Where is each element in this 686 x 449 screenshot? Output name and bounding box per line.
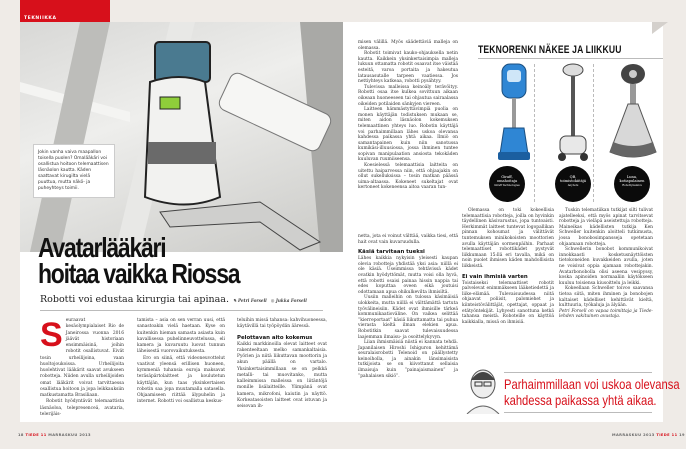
left-column-2: [137, 318, 225, 406]
paragraph: Robotit hyödyntävät telemaattista läsnäoloa, telepresenceä, avataria, telerijäis-: [40, 399, 124, 417]
paragraph: Kaikki markkinoilla olevat laitteet ovat rakenteeltaan melko samankaltaisia. Pyörien ja niitä liikuttavan moottorin ja akun päällä on vartalo. Yksinkertaisimmillaan se on pelkkä metalli- tai muovitanko, mutta kalleimmissa malleissa on liitäntöjä monille lisälaitteille. Ylimpänä ovat kamera, mikrofoni, kaiutin ja näyttö. Korkeatasoisten laitteet ovat istuvan ja seisovan ih-: [237, 341, 327, 409]
paragraph: Lähes kaikkia nykyisin yleisesti kaupan olevia robotteja yhdistää yksi asia: niillä ei ole käsiä. Useimmissa tehtävissä kädet ovatkin hyödyttömät, mutta voisi olla hyvä, että robotti osaisi painaa hissin nappia tai edes koputtaa oveen eikä joutuisi odottamaan apua ohikulkevilta ihmisiltä.: [358, 256, 458, 295]
section-tab: TEKNIIKKA: [20, 0, 110, 22]
pull-quote: Parhaimmillaan voi uskoa olevansa kahdessa paikassa yhtä aikaa.: [504, 376, 680, 408]
robot-doctor-illustration: [20, 22, 343, 252]
quote-rule-bottom: [504, 412, 652, 413]
footer-issue: MARRASKUU 2013: [612, 433, 655, 437]
paragraph: Toistaiseksi telemaattiset robotit palvelevat enimmäkseen lääketiedettä ja liike-elämää. Tulevaisuudessa niitä ohjaavat poliisit, palomiehet ja kiinteistövälittäjät, opettajat, oppaat ja etätyöntekijät. Lyhyesti sanottuna ketkä tahansa meistä. Roboteille on käyttöä kaikkialla, missä on ihmisiä.: [462, 280, 554, 325]
footer-left: [18, 433, 91, 437]
robot-maker: Anybots: [567, 183, 579, 187]
subheading: Ei vain ihmisiä varten: [462, 273, 528, 280]
right-lower-column-3: [559, 208, 653, 320]
robot-label-qb: [555, 166, 591, 202]
paragraph: netta, jota ei voinut välttää, vaikka tiesi, että hait ovat vain kuvaruudulla.: [358, 234, 458, 245]
qb-robot: [558, 64, 588, 161]
robot-desc: toimistokiitäjä: [559, 179, 587, 184]
left-column-1: [40, 318, 124, 418]
right-lower-column-1: [358, 234, 458, 379]
page-number: 18: [18, 433, 24, 437]
byline-author: Petri Forsell: [237, 298, 267, 303]
right-lower-column-2: [462, 208, 554, 325]
robot-maker: RoboDynamics: [622, 183, 642, 187]
luna-robot: [610, 64, 656, 157]
quote-rule-top: [504, 372, 652, 373]
photo-caption: Jokin vanha vaiva maapallon toisella puolen? Omalääkäri voi osallistua hoitoon telemaattisen läsnäolon kautta. Käden saattavat kirugilta vielä puuttua, mutta näkö- ja puheyhteys toimii.: [33, 144, 115, 198]
robot-name: QB,: [569, 175, 577, 179]
left-column-3: [237, 318, 327, 410]
subtitle: [40, 294, 307, 305]
robot-name: Giraff,: [501, 175, 513, 179]
paragraph: Kokeellaan Schweller toivoo saavansa tietoa siitä, miten ihminen ja bonobojen kaltaiset kädelliset kehittävät kieltä, kulttuuria, työkaluja ja älyään.: [559, 286, 653, 309]
sidebar-title: TEKNORENKI NÄKEE JA LIIKKUU: [478, 44, 622, 56]
paragraph: misen välillä. Myös säädettäviä malleja on olemassa.: [358, 40, 458, 51]
paragraph: Koesielessä telemaattisia laitteita on uitettu haiparvessa niin, että ohjaajakin on ollut sukelluksissa – tosin matkan päässä uima-altaassa. Kokeneet sukeltajat ovat kertoneet kokeneensa aitoa vaaran tun-: [358, 163, 458, 191]
paragraph: Schwellerin bonobot kommunikoivat innokkaasti kosketusnäyttöisten tietokoneiden kuvakkeiden avulla, joten ne voisivat oppia ajamaan robottejakin. Avatarbonobolla olisi aseena vesipyssy, koska apinoiden normaaliin käytökseen kuuluu toisiensa kiusoittelu ja leikki.: [559, 247, 653, 286]
paragraph: Liian ihmismäisiä niistä ei kannata tehdä. Japanilaisen Hiroshi Ishiguron kehittämä seuralaisrobotti Telenoid on päällystetty keinoiholla, ja ainakin länsimaisista tutkijoista se on kiivottanut sellaisia ilmaisuja kuin ”painajaismainen” ja ”pahalaisen sikiö”.: [358, 340, 458, 379]
paragraph: Tulevissa malleissa keinoäly terävöityy. Robotti osaa itse kulkea sovittuun aikaan oikeaan huoneeseen tai ohjautua sairaalassa oikeiden potilaiden sänkyjen viereen.: [358, 84, 458, 107]
footer-brand: TIEDE 11: [25, 433, 47, 437]
robots-illustration: [478, 62, 663, 164]
byline-text: ✎ Petri Forsell: [232, 298, 267, 303]
robot-name: Luna,: [626, 175, 638, 179]
divider: [40, 310, 323, 311]
subtitle-text: Robotti voi edustaa kirurgia tai apinaa.: [40, 294, 229, 305]
paragraph: euraavat kesäolympialaiset Rio de Janeirossa vuonna 2016 jäävät historiaan ensimmäisinä, joihin robotit osallistuvat. Eivät tosin urheilijoina, vaan huoltojoukoissa. Urheilijoita huolehtivat lääkärit saavat avukseen robotteja. Niiden avulla urheilijoiden omat lääkärit voivat tarvittaessa osallistua hoitoon ja jopa leikkauksiin matkustamatta Brasiliaan.: [40, 318, 124, 398]
paragraph: Laitteen hämmästyttävimpiä puolia on monen käyttäjän todistuksen mukaan se, miten aidon läsnäolon kokemuksen telemaattinen yhteys luo. Robotin käyttäjä voi parhaimmillaan lähes uskoa olevansa kahdessa paikassa yhtä aikaa. Ilmiö on samantapainen kuin niin sanotussa kumikäsi-illuusiossa, jossa ihminen tuntee sopivan manipulaation ansiosta tekokäden kuuluvan ruumiiseensa.: [358, 107, 458, 163]
paragraph: teluihin missä tahansa: kahvihuoneessa, käytävillä tai työpöydän ääressä.: [237, 318, 327, 330]
page-number: 19: [679, 433, 685, 437]
footer-issue: MARRASKUU 2013: [48, 433, 91, 437]
footer-right: [612, 433, 685, 437]
hero-illustration: [20, 22, 343, 252]
headline-line-2: hoitaa vaikka Riossa: [38, 258, 240, 289]
drop-cap: S: [40, 316, 63, 354]
author-note: Petri Forsell on vapaa toimittaja ja Tiede-lehden vakituinen avustaja.: [559, 308, 653, 320]
robot-label-giraff: [489, 166, 525, 202]
byline-photo: ◎ Jukka Forsell: [270, 298, 307, 303]
author-portrait: [465, 364, 501, 414]
footer-brand: TIEDE 11: [656, 433, 678, 437]
giraff-robot: [498, 64, 530, 160]
byline-photographer: Jukka Forsell: [275, 298, 307, 303]
headline: [38, 232, 240, 289]
robot-label-luna: [614, 166, 650, 202]
robot-desc: kotiapulainen: [619, 179, 645, 184]
subheading: Käsiä tarvitaan tueksi: [358, 249, 425, 256]
robot-maker: Giraff Technologies: [494, 183, 520, 187]
paragraph: Robotit toimivat kauko-ohjauksella netin kautta. Kaikkein yksinkertaisimpia malleja lukuun ottamatta robotit osaavat itse väistää esteitä, varoa portaita ja hakeutua latausasutalle tarpeen vaatiessa. Jos nettiyhteys katkeaa, robotti pysähtyy.: [358, 51, 458, 85]
paragraph: Tuskin telematiikan tutkijat silti tulivat ajatelleeksi, että myös apinat tarvitsevat robotteja ja vieläpä aseistettuja robotteja. Maineikas kädellisten tutkija Ken Schweller kuitenkin aloitteli tutkimusta, jossa bonobosimpansseja opetetaan ohjaamaan robotteja.: [559, 208, 653, 247]
robot-desc: omahoitaja: [496, 179, 518, 184]
paragraph: Uusiin malleihin on tulossa käsimäisiä ulokkeita, mutta niillä ei välttämättä tartuta työvälineisiin. Kädet ovat ihmisille tärkeä kommunikaatioväline. On vaikea selittää ”kierreportaat” käsiä liikuttamatta tai puhua vierasta kieltä ilman elekien apua. Robotitkin saavat tulevaisuudessa laajemman ilmaisu- ja osoittelykyvyn.: [358, 295, 458, 340]
page-corner-fold: [652, 22, 668, 34]
paragraph: Olemassa on toki kokeellisia telemaattisia robotteja, joilla on hyvinkin täydellinen käsivarustus, jopa tuntoaisti. Herkimmät laitteet tuntevat logopallikan pinnan kohoumat ja välittävät tuntemuksen minikokoisten moottorien avulla käyttäjän sormenpäihin. Parhaat telemaattiset robottikädet pystyvät liikkumaan 15:llä eri tavalla, mikä on noin puolet ihmisen käden mahdollisista liikkeistä.: [462, 208, 554, 269]
headline-line-1: Avatarlääkäri: [38, 232, 166, 263]
subheading: Pelottavan aito kokemus: [237, 334, 313, 341]
sidebar-rule: [478, 58, 663, 59]
right-column-top: [358, 40, 458, 191]
paragraph: tamista – asia on sen verran uusi, että sanastoakin vielä haetaan. Kyse on kuitenkin hieman samasta asiasta kuin kavallisessa puhelinneuvottelussa, eli kamera ja kuvaruutu luovat tunnun läheisestä vuorovaikutuksesta.: [137, 318, 225, 355]
paragraph: Ero on siinä, että videoneuvottelut vaativat yleensä erillisen huoneen, kymmeniä tuhansia euroja maksavat teräsäpärtolaitteet ja koulutetun käyttäjän, kun taas yksinkertaisen robotin saa jopa muutamalla satasella. Ohjaamiseen riittää älypuhelin ja internet. Robotti voi osallistua keskus-: [137, 355, 225, 405]
